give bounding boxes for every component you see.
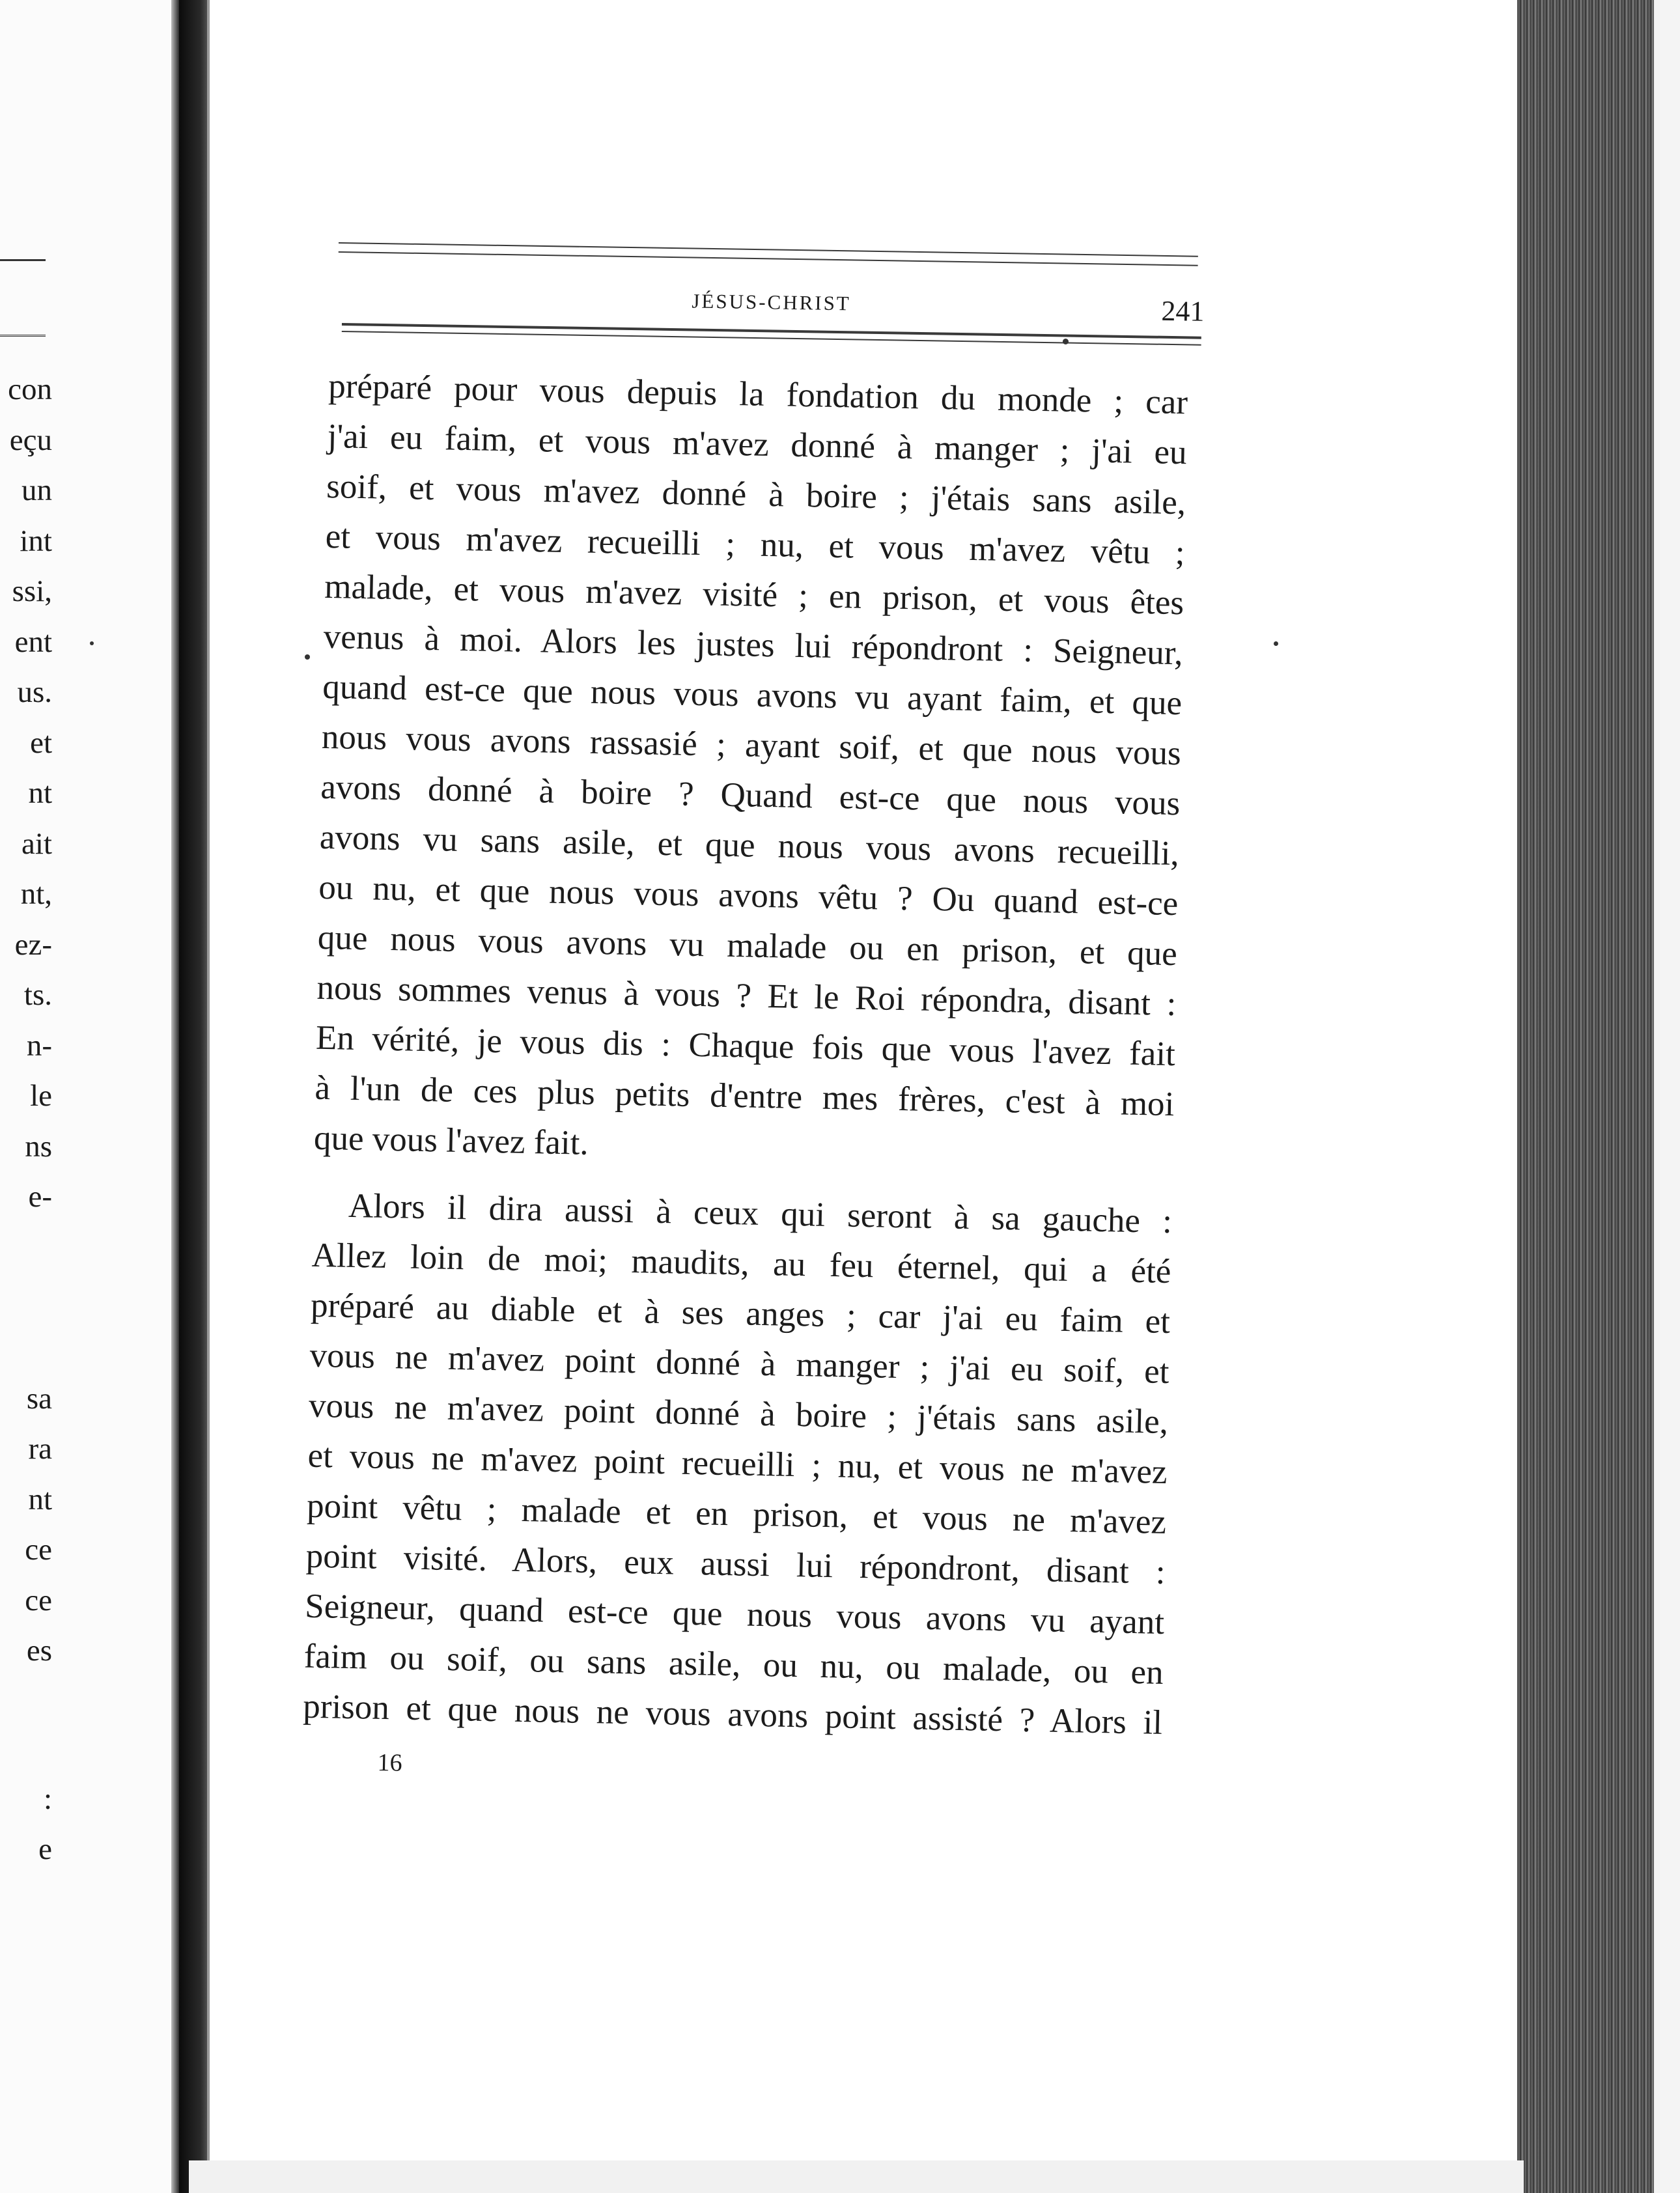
text-line: point vêtu ; malade et en prison, et vous ne m'avez (306, 1487, 1167, 1542)
running-title: JÉSUS-CHRIST (692, 289, 852, 315)
text-line: Alors il dira aussi à ceux qui seront à sa gauche : (348, 1186, 1173, 1241)
facing-page-text-fragments (0, 365, 52, 1875)
text-line: à l'un de ces plus petits d'entre mes frères, c'est à moi (315, 1069, 1175, 1124)
text-fragment: : (43, 1781, 52, 1816)
text-fragment: nt (28, 1482, 52, 1516)
text-fragment: ns (25, 1129, 52, 1164)
text-fragment: ait (21, 826, 52, 861)
facing-page-rule (0, 259, 46, 261)
page-number: 241 (1161, 294, 1205, 328)
text-fragment: us. (17, 675, 52, 709)
text-fragment: sa (26, 1381, 52, 1416)
text-fragment: nt, (20, 877, 52, 911)
facing-page-rule (0, 335, 46, 339)
page-edge (207, 0, 210, 2193)
text-line: ou nu, et que nous vous avons vêtu ? Ou quand est-ce (318, 868, 1179, 923)
text-line: point visité. Alors, eux aussi lui répondront, disant : (305, 1537, 1166, 1591)
text-line: préparé au diable et à ses anges ; car j'ai eu faim et (310, 1286, 1171, 1341)
text-fragment: nt (28, 776, 52, 810)
facing-page (0, 0, 179, 2193)
paragraph (303, 1180, 1173, 1748)
text-fragment: n- (26, 1028, 52, 1063)
text-line: venus à moi. Alors les justes lui répondront : Seigneur, (323, 617, 1184, 673)
paragraph (313, 361, 1188, 1180)
text-line: nous vous avons rassasié ; ayant soif, et que nous vous (321, 718, 1182, 773)
text-fragment: con (8, 372, 52, 406)
fore-edge (1517, 0, 1680, 2193)
text-line: avons donné à boire ? Quand est-ce que nous vous (320, 768, 1181, 823)
text-line: prison et que nous ne vous avons point assisté ? Alors il (302, 1687, 1163, 1742)
body-text (303, 361, 1188, 1748)
scan-bottom-edge (189, 2160, 1524, 2193)
text-line: vous ne m'avez point donné à boire ; j'étais sans asile, (308, 1386, 1169, 1442)
scan-speck (1063, 339, 1069, 344)
text-line: soif, et vous m'avez donné à boire ; j'étais sans asile, (326, 467, 1186, 522)
signature-mark: 16 (377, 1748, 402, 1777)
text-line: préparé pour vous depuis la fondation du monde ; car (328, 367, 1188, 422)
text-fragment: ce (25, 1533, 52, 1567)
text-fragment: int (20, 524, 52, 558)
text-fragment: ent (14, 624, 52, 659)
text-line: Allez loin de moi; maudits, au feu éternel, qui a été (311, 1236, 1171, 1291)
text-fragment: e (38, 1832, 52, 1866)
text-fragment: ez- (14, 927, 52, 962)
text-line: que nous vous avons vu malade ou en prison, et que (317, 918, 1178, 973)
text-line: nous sommes venus à vous ? Et le Roi répondra, disant : (316, 968, 1177, 1024)
text-line: j'ai eu faim, et vous m'avez donné à manger ; j'ai eu (327, 417, 1188, 472)
text-fragment: eçu (9, 423, 52, 457)
text-fragment: le (30, 1079, 52, 1113)
scan-speck (1274, 641, 1278, 646)
text-line: faim ou soif, ou sans asile, ou nu, ou malade, ou en (303, 1637, 1164, 1692)
scan-speck (90, 641, 94, 645)
text-line: Seigneur, quand est-ce que nous vous avons vu ayant (304, 1587, 1165, 1641)
text-line: malade, et vous m'avez visité ; en prison, et vous êtes (324, 567, 1184, 622)
text-fragment: es (26, 1634, 52, 1668)
facing-page-fold (171, 0, 179, 2193)
text-fragment: ssi, (12, 574, 52, 608)
text-fragment: ts. (23, 978, 52, 1012)
text-fragment: e- (28, 1180, 52, 1214)
text-fragment: ce (25, 1583, 52, 1617)
scan-speck (305, 654, 310, 660)
text-line: avons vu sans asile, et que nous vous avons recueilli, (319, 818, 1180, 873)
text-line: et vous ne m'avez point recueilli ; nu, et vous ne m'avez (307, 1436, 1168, 1492)
text-fragment: ra (28, 1432, 52, 1466)
text-fragment: et (30, 725, 52, 760)
text-line: quand est-ce que nous vous avons vu ayant faim, et que (322, 667, 1183, 723)
text-line: vous ne m'avez point donné à manger ; j'ai eu soif, et (309, 1336, 1169, 1391)
text-fragment: un (21, 473, 52, 507)
text-line: que vous l'avez fait. (313, 1119, 589, 1162)
text-line: En vérité, je vous dis : Chaque fois que vous l'avez fait (315, 1018, 1176, 1074)
text-line: et vous m'avez recueilli ; nu, et vous m'avez vêtu ; (325, 517, 1186, 572)
